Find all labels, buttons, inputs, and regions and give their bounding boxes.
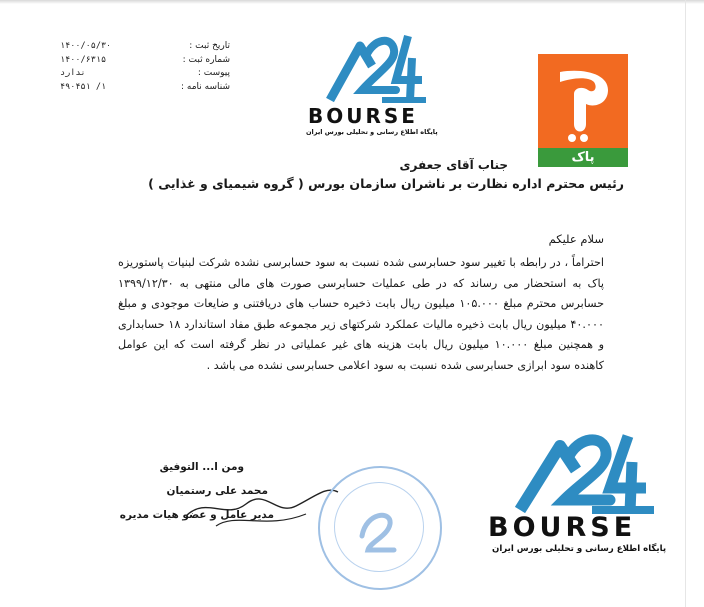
metadata-value: ۱۴۰۰/۶۳۱۵ xyxy=(60,54,107,65)
metadata-label: شناسه نامه : xyxy=(180,81,230,92)
pak-logo xyxy=(538,54,628,167)
metadata-row xyxy=(60,54,230,68)
metadata-value: ۱۴۰۰/۰۵/۳۰ xyxy=(60,41,112,51)
metadata-row xyxy=(60,81,230,95)
bourse-wordmark: BOURSE xyxy=(488,512,637,543)
bourse-wordmark: BOURSE xyxy=(308,104,418,128)
page-right-edge xyxy=(685,0,686,607)
letter-metadata xyxy=(60,40,230,94)
metadata-row xyxy=(60,40,230,54)
page-top-edge xyxy=(0,0,704,4)
bourse-logo-top xyxy=(300,28,450,148)
signature-closing: ومن ا... التوفیق xyxy=(159,461,244,473)
signature-name: محمد علی رستمیان xyxy=(166,485,268,497)
bourse-mark-icon xyxy=(322,28,432,104)
metadata-row xyxy=(60,67,230,81)
stamp-mark-icon xyxy=(318,466,438,586)
pak-logo-orange-panel xyxy=(538,54,628,148)
company-stamp xyxy=(318,466,442,590)
metadata-label: شماره ثبت : xyxy=(182,54,230,65)
letter-body: احتراماً ، در رابطه با تغییر سود حسابرسی شده نسبت به سود حسابرسی نشده شرکت لبنیات پاستوریزه پاک به استحضار می رساند که در طی عملیات حسابرسی صورت های مالی منتهی به ۱۳۹۹/۱۲/۳۰ حسابرس محترم مبلغ ۱۰۵.۰۰۰ میلیون ریال بابت ذخیره حساب های دریافتنی و ضایعات موجودی و مبلغ ۴۰.۰۰۰ میلیون ریال بابت ذخیره مالیات عملکرد شرکتهای زیر مجموعه طبق مفاد استاندارد ۱۸ حسابداری و همچنین مبلغ ۱۰.۰۰۰ میلیون ریال بابت هزینه های غیر عملیاتی در نظر گرفته است که این عوامل کاهنده سود ابرازی حسابرسی شده نسبت به سود اعلامی حسابرسی نشده می باشد . xyxy=(118,256,605,372)
metadata-value: ندارد xyxy=(60,68,86,78)
bourse-tagline: پایگاه اطلاع رسانی و تحلیلی بورس ایران xyxy=(306,128,438,136)
metadata-label: تاریخ ثبت : xyxy=(189,41,230,51)
bourse-mark-icon xyxy=(510,428,660,514)
metadata-label: پیوست : xyxy=(197,68,230,78)
bourse-tagline: پایگاه اطلاع رسانی و تحلیلی بورس ایران xyxy=(492,544,667,554)
pak-emblem-icon xyxy=(538,54,628,148)
bourse-logo-bottom xyxy=(484,428,684,568)
metadata-value: ۱/ ۴۹۰۴۵۱ xyxy=(60,81,107,92)
letter-subject: رئیس محترم اداره نظارت بر ناشران سازمان بورس ( گروه شیمیای و غذایی ) xyxy=(148,176,624,191)
letter-recipient: جناب آقای جعفری xyxy=(399,158,508,172)
letter-salutation: سلام علیکم xyxy=(548,232,604,246)
signature-title: مدیر عامل و عضو هیات مدیره xyxy=(119,509,274,521)
pak-logo-label: پاک xyxy=(571,150,595,165)
